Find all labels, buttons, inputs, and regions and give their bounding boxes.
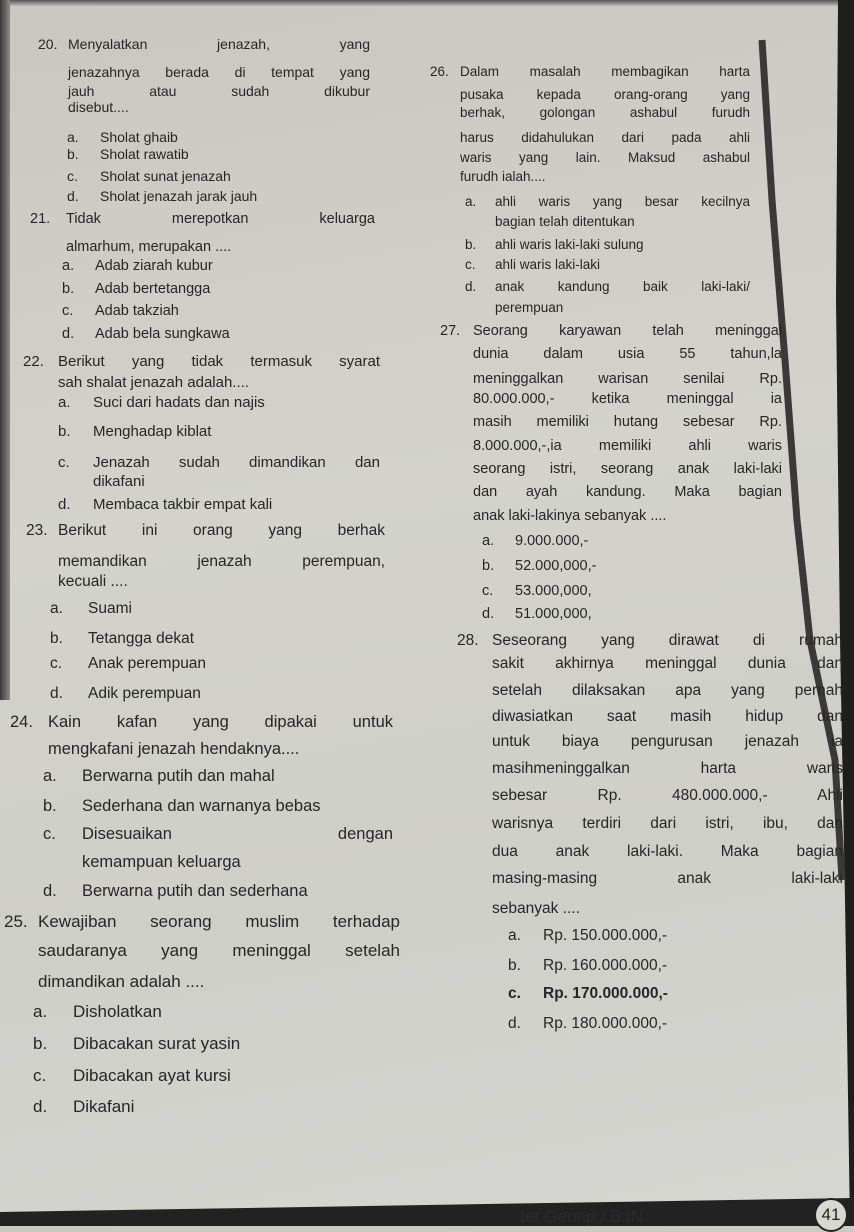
question-text-line: waris yang lain. Maksud ashabul <box>460 149 750 165</box>
footer-label: ter Genap / B.IN <box>520 1207 643 1226</box>
question-text-line: sah shalat jenazah adalah.... <box>58 373 249 391</box>
question-text-line: masing-masing anak laki-laki <box>492 870 843 888</box>
option-letter: a. <box>33 1002 48 1022</box>
question-text-line: furudh ialah.... <box>460 168 546 184</box>
option-letter: d. <box>508 1015 521 1033</box>
question-text-line: sakit akhirnya meninggal dunia dan <box>492 655 843 673</box>
option-letter: d. <box>50 685 63 703</box>
question-text-line: kecuali .... <box>58 573 128 591</box>
question-number: 28. <box>457 632 479 650</box>
option-text: 9.000.000,- <box>515 533 589 549</box>
option-letter: a. <box>58 393 71 411</box>
question-text-line: dan ayah kandung. Maka bagian <box>473 484 782 500</box>
option-text: anak kandung baik laki-laki/ <box>495 278 750 294</box>
page-shadow-right <box>836 0 854 1226</box>
question-text-line: anak laki-lakinya sebanyak .... <box>473 508 667 524</box>
option-text: perempuan <box>495 299 564 315</box>
option-letter: c. <box>465 256 476 272</box>
column-border-line <box>762 40 842 880</box>
question-text-line: 8.000.000,-,ia memiliki ahli waris <box>473 438 782 454</box>
option-letter: c. <box>43 824 56 843</box>
question-text-line: meninggalkan warisan senilai Rp. <box>473 371 782 387</box>
question-text-line: jauh atau sudah dikubur <box>68 83 370 100</box>
question-text-line: Berikut ini orang yang berhak <box>58 522 385 540</box>
question-number: 25. <box>4 912 28 932</box>
option-text: Jenazah sudah dimandikan dan <box>93 453 380 471</box>
option-letter: a. <box>43 766 57 785</box>
question-text-line: Seorang karyawan telah meninggal <box>473 323 782 339</box>
question-text-line: untuk biaya pengurusan jenazah ia <box>492 733 843 751</box>
question-text-line: harus didahulukan dari pada ahli <box>460 129 750 145</box>
option-text: Disesuaikan dengan <box>82 824 393 843</box>
question-text-line: berhak, golongan ashabul furudh <box>460 104 750 120</box>
question-text-line: Seseorang yang dirawat di rumah <box>492 632 843 650</box>
option-text: kemampuan keluarga <box>82 852 241 871</box>
option-text: 52.000,000,- <box>515 558 597 574</box>
question-text-line: saudaranya yang meninggal setelah <box>38 941 400 961</box>
option-text: Berwarna putih dan sederhana <box>82 881 308 900</box>
option-letter: b. <box>62 281 75 297</box>
option-letter: d. <box>58 495 71 513</box>
option-text: Membaca takbir empat kali <box>93 495 273 513</box>
question-text-line: seorang istri, seorang anak laki-laki <box>473 461 782 477</box>
option-letter: d. <box>67 188 79 205</box>
option-letter: b. <box>508 957 521 975</box>
option-text: Anak perempuan <box>88 655 207 673</box>
page-number: 41 <box>814 1198 848 1232</box>
question-text-line: diwasiatkan saat masih hidup dan <box>492 708 843 726</box>
question-number: 24. <box>10 712 33 731</box>
option-text: Rp. 150.000.000,- <box>543 927 668 945</box>
option-text: ahli waris laki-laki <box>495 256 601 272</box>
question-number: 23. <box>26 522 48 540</box>
option-text: Adik perempuan <box>88 685 201 703</box>
option-text: Sederhana dan warnanya bebas <box>82 796 321 815</box>
option-letter: b. <box>43 796 57 815</box>
option-text: bagian telah ditentukan <box>495 213 635 229</box>
option-text: Suci dari hadats dan najis <box>93 393 265 411</box>
option-letter: d. <box>43 881 57 900</box>
option-text: ahli waris laki-laki sulung <box>495 236 644 252</box>
option-text: Rp. 170.000.000,- <box>543 985 668 1003</box>
option-text: Menghadap kiblat <box>93 422 212 440</box>
option-letter: c. <box>508 985 521 1003</box>
option-letter: c. <box>62 303 74 319</box>
option-text: Sholat jenazah jarak jauh <box>100 188 258 205</box>
question-text-line: Berikut yang tidak termasuk syarat <box>58 352 380 370</box>
option-text: Sholat rawatib <box>100 146 189 163</box>
option-letter: a. <box>50 600 63 618</box>
option-letter: b. <box>33 1034 48 1054</box>
option-letter: b. <box>50 630 63 648</box>
question-text-line: Menyalatkan jenazah, yang <box>68 36 370 53</box>
option-text: Sholat sunat jenazah <box>100 168 231 185</box>
footer-bar <box>0 1198 854 1226</box>
question-text-line: pusaka kepada orang-orang yang <box>460 86 750 102</box>
option-text: Dibacakan surat yasin <box>73 1034 241 1054</box>
question-text-line: almarhum, merupakan .... <box>66 239 232 255</box>
option-letter: a. <box>508 927 521 945</box>
option-letter: c. <box>482 583 494 599</box>
question-text-line: Tidak merepotkan keluarga <box>66 211 375 227</box>
question-text-line: sebesar Rp. 480.000.000,- Ahli <box>492 787 843 805</box>
option-letter: d. <box>482 606 495 622</box>
option-text: Dikafani <box>73 1097 135 1117</box>
question-text-line: 80.000.000,- ketika meninggal ia <box>473 391 782 407</box>
option-text: 51.000,000, <box>515 606 592 622</box>
question-number: 26. <box>430 63 449 79</box>
option-text: Suami <box>88 600 132 618</box>
option-text: Berwarna putih dan mahal <box>82 766 275 785</box>
option-text: Rp. 180.000.000,- <box>543 1015 668 1033</box>
option-letter: b. <box>67 146 79 163</box>
question-number: 21. <box>30 211 51 227</box>
question-text-line: Kewajiban seorang muslim terhadap <box>38 912 400 932</box>
option-letter: c. <box>50 655 63 673</box>
option-letter: c. <box>67 168 78 185</box>
question-text-line: dimandikan adalah .... <box>38 972 205 992</box>
option-letter: d. <box>33 1097 48 1117</box>
question-text-line: dua anak laki-laki. Maka bagian <box>492 843 843 861</box>
option-letter: a. <box>62 258 75 274</box>
option-text: Adab ziarah kubur <box>95 258 213 274</box>
question-text-line: sebanyak .... <box>492 900 580 918</box>
option-text: ahli waris yang besar kecilnya <box>495 193 750 209</box>
question-number: 27. <box>440 323 461 339</box>
question-text-line: dunia dalam usia 55 tahun,la <box>473 346 782 362</box>
option-letter: a. <box>67 129 79 146</box>
question-number: 20. <box>38 36 58 53</box>
question-text-line: jenazahnya berada di tempat yang <box>68 64 370 81</box>
option-letter: b. <box>482 558 495 574</box>
option-letter: a. <box>465 193 477 209</box>
question-text-line: masih memiliki hutang sebesar Rp. <box>473 414 782 430</box>
option-text: Adab bela sungkawa <box>95 326 230 342</box>
option-text: Rp. 160.000.000,- <box>543 957 668 975</box>
option-text: Adab takziah <box>95 303 179 319</box>
option-text: Adab bertetangga <box>95 281 211 297</box>
option-text: dikafani <box>93 472 145 490</box>
option-letter: b. <box>465 236 477 252</box>
option-text: 53.000,000, <box>515 583 592 599</box>
option-text: Disholatkan <box>73 1002 162 1022</box>
option-text: Sholat ghaib <box>100 129 178 146</box>
option-letter: d. <box>465 278 477 294</box>
question-text-line: setelah dilaksakan apa yang pernah <box>492 682 843 700</box>
question-text-line: memandikan jenazah perempuan, <box>58 553 385 571</box>
option-letter: d. <box>62 326 75 342</box>
question-text-line: warisnya terdiri dari istri, ibu, dan <box>492 815 843 833</box>
question-number: 22. <box>23 352 44 370</box>
question-text-line: mengkafani jenazah hendaknya.... <box>48 739 300 758</box>
question-text-line: Dalam masalah membagikan harta <box>460 63 750 79</box>
option-letter: b. <box>58 422 71 440</box>
question-text-line: masihmeninggalkan harta waris <box>492 760 843 778</box>
option-letter: c. <box>33 1066 47 1086</box>
question-text-line: Kain kafan yang dipakai untuk <box>48 712 393 731</box>
option-text: Tetangga dekat <box>88 630 195 648</box>
question-text-line: disebut.... <box>68 99 129 116</box>
option-letter: a. <box>482 533 495 549</box>
option-letter: c. <box>58 453 70 471</box>
option-text: Dibacakan ayat kursi <box>73 1066 231 1086</box>
